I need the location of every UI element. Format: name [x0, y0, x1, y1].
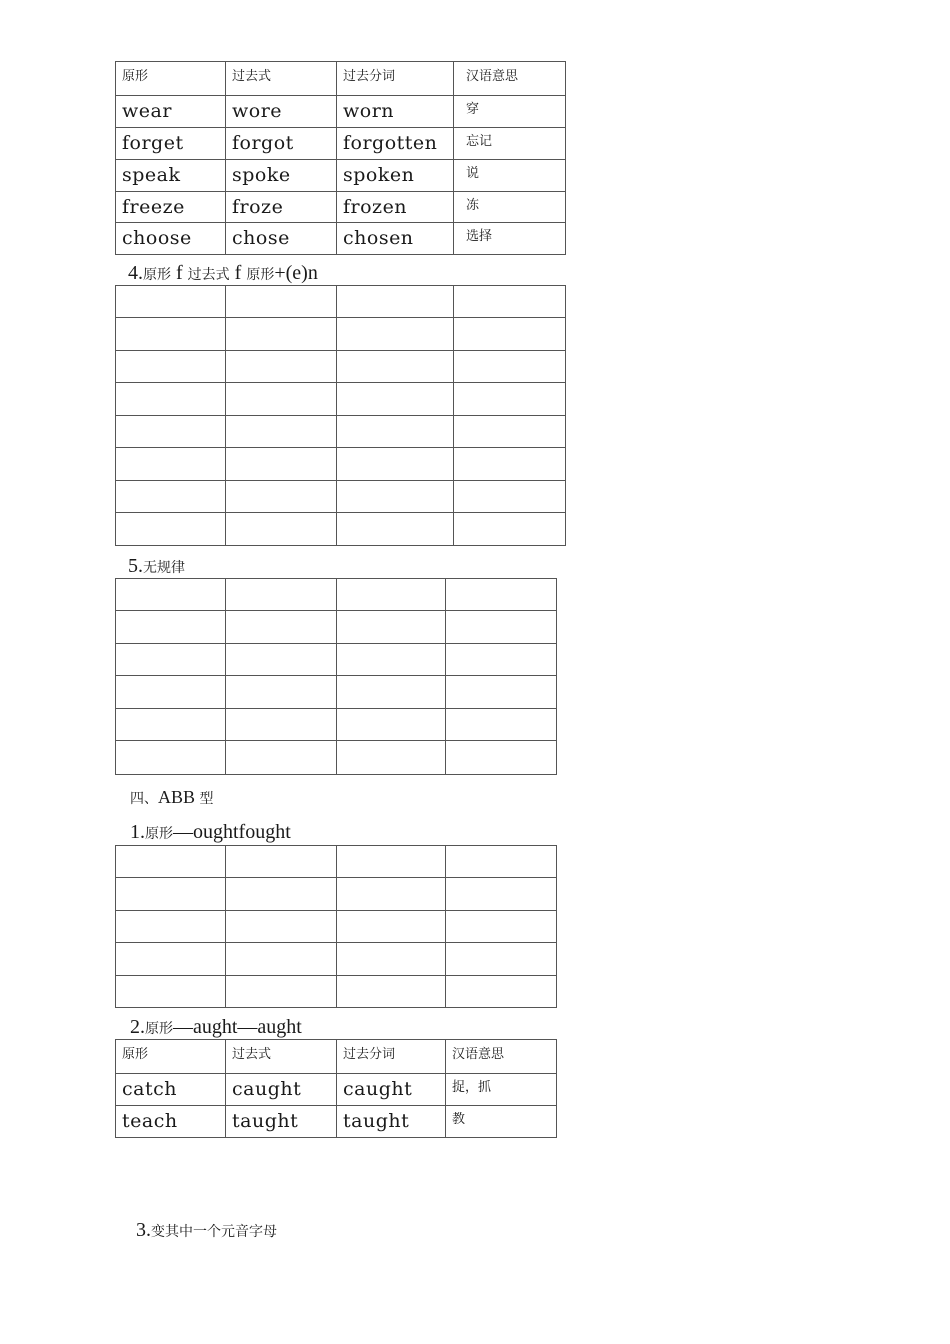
cell-base: forget — [116, 128, 226, 160]
cell-meaning: 说 — [454, 160, 566, 192]
cell-base: catch — [116, 1074, 226, 1106]
cell-past: forgot — [226, 128, 337, 160]
cell-participle: worn — [337, 96, 454, 128]
table-header-row — [116, 1040, 557, 1074]
cell-participle: caught — [337, 1074, 446, 1106]
table-row — [116, 644, 557, 676]
cell-past: taught — [226, 1106, 337, 1138]
cell-meaning: 捉，抓 — [446, 1074, 557, 1106]
header-past-tense: 过去式 — [226, 62, 337, 96]
table-row — [116, 223, 566, 255]
heading-abb-3: 3.变其中一个元音字母 — [136, 1219, 277, 1241]
table-row — [116, 513, 566, 546]
table-row — [116, 160, 566, 192]
empty-table-rule-4 — [115, 285, 566, 546]
table-row — [116, 192, 566, 223]
verb-table-en — [115, 61, 566, 255]
table-row — [116, 579, 557, 611]
heading-rule-4: 4.原形 f 过去式 f 原形+(e)n — [128, 262, 318, 284]
cell-participle: spoken — [337, 160, 454, 192]
table-header-row — [116, 62, 566, 96]
table-row — [116, 481, 566, 513]
table-row — [116, 96, 566, 128]
cell-meaning: 忘记 — [454, 128, 566, 160]
table-row — [116, 741, 557, 775]
header-chinese-meaning: 汉语意思 — [446, 1040, 557, 1074]
table-row — [116, 911, 557, 943]
cell-participle: forgotten — [337, 128, 454, 160]
cell-meaning: 教 — [446, 1106, 557, 1138]
table-row — [116, 383, 566, 416]
table-row — [116, 448, 566, 481]
header-past-participle: 过去分词 — [337, 62, 454, 96]
table-row — [116, 846, 557, 878]
heading-abb-2: 2.原形—aught—aught — [130, 1016, 302, 1038]
empty-table-abb-1 — [115, 845, 557, 1008]
table-row — [116, 1074, 557, 1106]
cell-meaning: 穿 — [454, 96, 566, 128]
table-row — [116, 943, 557, 976]
table-row — [116, 1106, 557, 1138]
table-row — [116, 878, 557, 911]
verb-table-aught — [115, 1039, 557, 1138]
table-row — [116, 611, 557, 644]
cell-base: speak — [116, 160, 226, 192]
table-row — [116, 286, 566, 318]
empty-table-rule-5 — [115, 578, 557, 775]
cell-past: froze — [226, 192, 337, 223]
header-past-participle: 过去分词 — [337, 1040, 446, 1074]
cell-participle: frozen — [337, 192, 454, 223]
table-row — [116, 351, 566, 383]
header-past-tense: 过去式 — [226, 1040, 337, 1074]
table-row — [116, 416, 566, 448]
cell-meaning: 冻 — [454, 192, 566, 223]
cell-past: chose — [226, 223, 337, 255]
heading-abb-1: 1.原形—oughtfought — [130, 821, 291, 843]
cell-base: choose — [116, 223, 226, 255]
cell-base: wear — [116, 96, 226, 128]
table-row — [116, 976, 557, 1008]
cell-past: caught — [226, 1074, 337, 1106]
cell-past: spoke — [226, 160, 337, 192]
cell-participle: taught — [337, 1106, 446, 1138]
cell-base: freeze — [116, 192, 226, 223]
section-heading-abb: 四、ABB 型 — [130, 787, 214, 807]
heading-rule-5: 5.无规律 — [128, 555, 185, 577]
table-row — [116, 709, 557, 741]
table-row — [116, 128, 566, 160]
table-row — [116, 318, 566, 351]
cell-base: teach — [116, 1106, 226, 1138]
cell-past: wore — [226, 96, 337, 128]
table-row — [116, 676, 557, 709]
cell-participle: chosen — [337, 223, 454, 255]
header-base-form: 原形 — [116, 62, 226, 96]
cell-meaning: 选择 — [454, 223, 566, 255]
header-chinese-meaning: 汉语意思 — [454, 62, 566, 96]
header-base-form: 原形 — [116, 1040, 226, 1074]
